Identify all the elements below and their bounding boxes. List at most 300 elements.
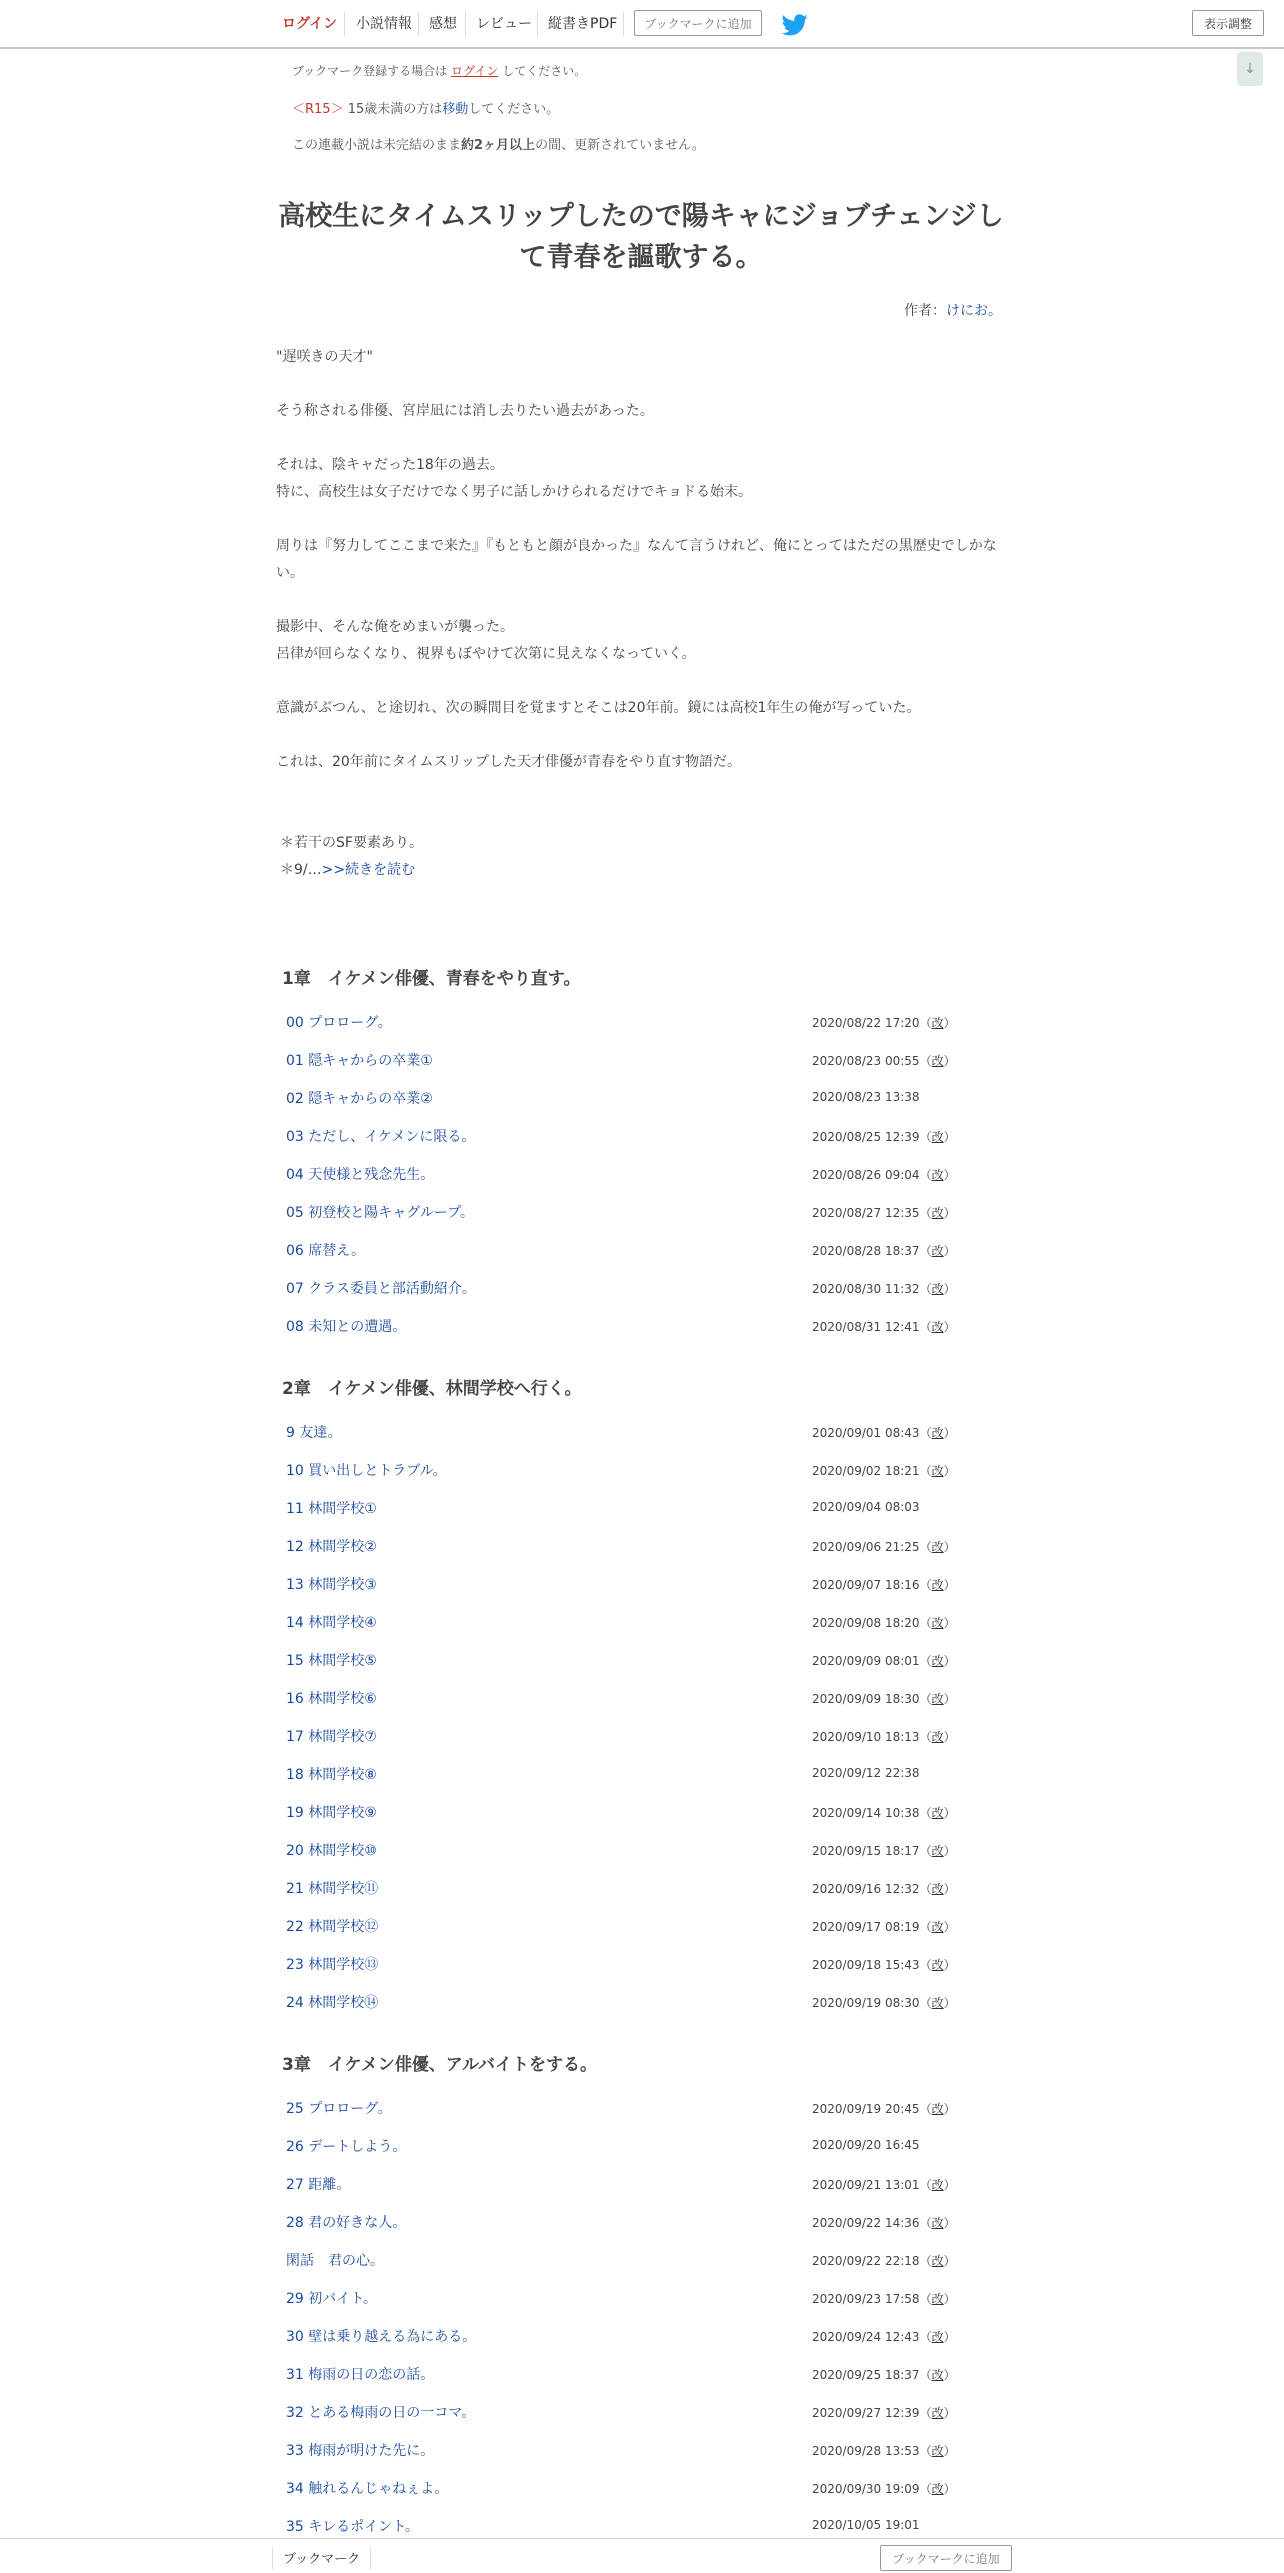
revision-paren: ） [943,1130,956,1144]
episode-link[interactable]: 26 デートしよう。 [286,2139,407,2155]
revision-paren: ） [943,2216,956,2230]
novel-info-link[interactable]: 小説情報 [356,16,412,32]
revision-paren: （ [919,1996,932,2010]
episode-link[interactable]: 22 林間学校⑫ [286,1919,379,1935]
episode-date [812,1766,920,1780]
episode-link[interactable]: 19 林間学校⑨ [286,1805,377,1821]
revision-paren: （ [919,2254,932,2268]
episode-date [812,1204,956,1221]
synopsis-text: ＊若干のSF要素あり。 [280,835,423,851]
revision-link[interactable]: 改 [931,2444,944,2458]
episode-date-text: 2020/08/31 12:41 [812,1320,920,1334]
revision-paren: （ [919,2102,932,2116]
revision-link[interactable]: 改 [931,1692,944,1706]
episode-row [286,1650,1006,1676]
synopsis-blank-line [276,722,1006,749]
revision-link[interactable]: 改 [931,1206,944,1220]
episode-link[interactable]: 28 君の好きな人。 [286,2215,407,2231]
revision-paren: （ [919,2368,932,2382]
revision-paren: （ [919,2406,932,2420]
episode-link[interactable]: 07 クラス委員と部活動紹介。 [286,1281,476,1297]
episode-row [286,1764,1006,1790]
revision-link[interactable]: 改 [931,1844,944,1858]
episode-link[interactable]: 20 林間学校⑩ [286,1843,377,1859]
episode-date-text: 2020/09/04 08:03 [812,1500,920,1514]
revision-paren: ） [943,1464,956,1478]
episode-link[interactable]: 16 林間学校⑥ [286,1691,377,1707]
revision-paren: ） [943,2368,956,2382]
notice-text: 15歳未満の方は [347,102,443,117]
episode-date [812,1880,956,1897]
episode-date [812,1576,956,1593]
revision-paren: （ [919,1540,932,1554]
synopsis-text: 特に、高校生は女子だけでなく男子に話しかけられるだけでキョドる始末。 [276,484,752,500]
episode-date [812,1014,956,1031]
revision-paren: （ [919,2216,932,2230]
revision-link[interactable]: 改 [931,1958,944,1972]
revision-link[interactable]: 改 [931,1616,944,1630]
episode-date-text: 2020/09/17 08:19 [812,1920,920,1934]
episode-date-text: 2020/09/15 18:17 [812,1844,920,1858]
revision-paren: （ [919,2444,932,2458]
episode-link[interactable]: 18 林間学校⑧ [286,1767,377,1783]
stale-serial-notice [292,134,705,153]
revision-paren: （ [919,1806,932,1820]
episode-row [286,1688,1006,1714]
synopsis-blank-line [276,776,1006,803]
revision-paren: ） [943,1016,956,1030]
episode-date-text: 2020/09/19 20:45 [812,2102,920,2116]
episode-link[interactable]: 10 買い出しとトラブル。 [286,1463,447,1479]
add-bookmark-button[interactable]: ブックマークに追加 [634,10,762,36]
synopsis-blank-line [276,425,1006,452]
synopsis-blank-line [276,668,1006,695]
chapter-title: 1章 イケメン俳優、青春をやり直す。 [282,969,581,989]
episode-date-text: 2020/09/30 19:09 [812,2482,920,2496]
episode-row [286,2098,1006,2124]
revision-paren: （ [919,1054,932,1068]
revision-paren: ） [943,2406,956,2420]
synopsis-text: 撮影中、そんな俺をめまいが襲った。 [276,619,514,635]
review-link[interactable]: レビュー [476,16,532,32]
revision-link[interactable]: 改 [931,1320,944,1334]
author-line [600,300,1002,320]
episode-row [286,1126,1006,1152]
revision-paren: ） [943,2330,956,2344]
synopsis-line [276,452,1006,479]
revision-link[interactable]: 改 [931,2216,944,2230]
episode-date-text: 2020/08/23 13:38 [812,1090,920,1104]
episode-date [812,2252,956,2269]
episode-date [812,1918,956,1935]
revision-paren: ） [943,2102,956,2116]
episode-date [812,2480,956,2497]
episode-date [812,1842,956,1859]
revision-paren: （ [919,1426,932,1440]
episode-date-text: 2020/09/07 18:16 [812,1578,920,1592]
episode-date-text: 2020/08/25 12:39 [812,1130,920,1144]
revision-paren: ） [943,1882,956,1896]
synopsis-text: 周りは『努力してここまで来た』『もともと顔が良かった』なんて言うけれど、俺にとってはただの黒歴史でしかない。 [276,538,997,581]
episode-link[interactable]: 03 ただし、イケメンに限る。 [286,1129,476,1145]
episode-link[interactable]: 12 林間学校② [286,1539,377,1555]
nav-divider [465,12,466,36]
revision-link[interactable]: 改 [931,1882,944,1896]
revision-paren: （ [919,1920,932,1934]
episode-row [286,2478,1006,2504]
episode-date [812,1242,956,1259]
episode-row [286,2250,1006,2276]
revision-link[interactable]: 改 [931,1540,944,1554]
synopsis-text: それは、陰キャだった18年の過去。 [276,457,504,473]
novel-title: 高校生にタイムスリップしたので陽キャにジョブチェンジして青春を謳歌する。 [278,201,1004,273]
synopsis-text: そう称される俳優、宮岸凪には消し去りたい過去があった。 [276,403,654,419]
episode-date [812,2290,956,2307]
revision-paren: （ [919,1578,932,1592]
episode-date [812,1166,956,1183]
episode-date [812,1280,956,1297]
revision-paren: ） [943,2254,956,2268]
revision-paren: （ [919,1882,932,1896]
episode-date [812,2366,956,2383]
revision-link[interactable]: 改 [931,1282,944,1296]
revision-link[interactable]: 改 [931,2178,944,2192]
revision-paren: ） [943,1578,956,1592]
synopsis-text: 呂律が回らなくなり、視界もぼやけて次第に見えなくなっていく。 [276,646,696,662]
episode-row [286,1316,1006,1342]
episode-date [812,1728,956,1745]
revision-paren: ） [943,1244,956,1258]
episode-date [812,2214,956,2231]
revision-link[interactable]: 改 [931,2102,944,2116]
revision-paren: （ [919,1654,932,1668]
episode-link[interactable]: 34 触れるんじゃねぇよ。 [286,2481,449,2497]
episode-row [286,2288,1006,2314]
episode-date [812,2328,956,2345]
episode-row [286,2136,1006,2162]
author-link[interactable]: けにお。 [946,303,1002,319]
synopsis-blank-line [276,506,1006,533]
episode-row [286,1878,1006,1904]
revision-paren: ） [943,1920,956,1934]
episode-date-text: 2020/09/14 10:38 [812,1806,920,1820]
revision-paren: ） [943,1958,956,1972]
episode-date [812,1690,956,1707]
scroll-down-button[interactable]: ↓ [1237,52,1263,86]
episode-date-text: 2020/09/27 12:39 [812,2406,920,2420]
revision-paren: （ [919,1282,932,1296]
episode-date [812,1090,920,1104]
display-settings-button[interactable]: 表示調整 [1192,10,1264,36]
episode-date [812,1128,956,1145]
revision-link[interactable]: 改 [931,2368,944,2382]
episode-date-text: 2020/08/26 09:04 [812,1168,920,1182]
revision-link[interactable]: 改 [931,1054,944,1068]
synopsis-text: "遅咲きの天才" [276,349,373,365]
synopsis-line [276,695,1006,722]
twitter-icon[interactable] [782,14,808,36]
episode-date [812,1538,956,1555]
revision-paren: （ [919,2178,932,2192]
episode-date [812,2176,956,2193]
episode-date-text: 2020/09/21 13:01 [812,2178,920,2192]
episode-row [286,1498,1006,1524]
revision-paren: （ [919,1016,932,1030]
notice-text: の間、更新されていません。 [535,138,705,153]
episode-row [286,1460,1006,1486]
episode-link[interactable]: 25 プロローグ。 [286,2101,392,2117]
synopsis-text: 意識がぶつん、と途切れ、次の瞬間目を覚ますとそこは20年前。鏡には高校1年生の俺が写っていた。 [276,700,921,716]
episode-date-text: 2020/09/19 08:30 [812,1996,920,2010]
episode-date [812,1956,956,1973]
r15-move-link[interactable]: 移動 [442,102,469,117]
chapter-title: 3章 イケメン俳優、アルバイトをする。 [282,2055,597,2075]
episode-date [812,2442,956,2459]
episode-date-text: 2020/09/22 14:36 [812,2216,920,2230]
episode-row [286,1240,1006,1266]
episode-link[interactable]: 31 梅雨の日の恋の話。 [286,2367,435,2383]
episode-date-text: 2020/08/30 11:32 [812,1282,920,1296]
episode-date-text: 2020/09/02 18:21 [812,1464,920,1478]
read-more-link[interactable]: >>続きを読む [321,862,416,878]
r15-notice [292,98,559,117]
synopsis-line [276,614,1006,641]
revision-link[interactable]: 改 [931,1730,944,1744]
episode-row [286,1536,1006,1562]
episode-date-text: 2020/09/09 08:01 [812,1654,920,1668]
episode-link[interactable]: 05 初登校と陽キャグループ。 [286,1205,475,1221]
synopsis [276,344,1006,884]
revision-link[interactable]: 改 [931,1920,944,1934]
episode-row [286,1954,1006,1980]
bottom-bar [0,2538,1284,2569]
revision-link[interactable]: 改 [931,1016,944,1030]
revision-paren: ） [943,2178,956,2192]
episode-date [812,1994,956,2011]
episode-link[interactable]: 21 林間学校⑪ [286,1881,379,1897]
synopsis-line [276,857,1006,884]
episode-date-text: 2020/09/12 22:38 [812,1766,920,1780]
episode-row [286,1088,1006,1114]
episode-date-text: 2020/09/22 22:18 [812,2254,920,2268]
episode-date-text: 2020/08/22 17:20 [812,1016,920,1030]
revision-paren: （ [919,1692,932,1706]
episode-date-text: 2020/08/23 00:55 [812,1054,920,1068]
notice-text: してください。 [502,64,587,78]
revision-link[interactable]: 改 [931,1996,944,2010]
episode-date [812,2518,920,2532]
revision-paren: （ [919,2330,932,2344]
episode-row [286,1574,1006,1600]
revision-link[interactable]: 改 [931,1426,944,1440]
episode-link[interactable]: 14 林間学校④ [286,1615,377,1631]
bookmark-login-notice [292,62,586,79]
episode-link[interactable]: 23 林間学校⑬ [286,1957,379,1973]
episode-row [286,2174,1006,2200]
impressions-link[interactable]: 感想 [429,16,457,32]
episode-date [812,2138,920,2152]
episode-row [286,1916,1006,1942]
episode-link[interactable]: 01 隠キャからの卒業① [286,1053,433,1069]
synopsis-line [276,533,1006,587]
episode-date-text: 2020/09/01 08:43 [812,1426,920,1440]
revision-paren: （ [919,1320,932,1334]
episode-link[interactable]: 29 初バイト。 [286,2291,378,2307]
episode-row [286,1050,1006,1076]
episode-link[interactable]: 11 林間学校① [286,1501,377,1517]
synopsis-line [276,749,1006,776]
notice-login-link[interactable]: ログイン [451,64,499,78]
revision-link[interactable]: 改 [931,2254,944,2268]
episode-link[interactable]: 33 梅雨が明けた先に。 [286,2443,435,2459]
episode-date-text: 2020/09/16 12:32 [812,1882,920,1896]
notice-bold: 約2ヶ月以上 [461,138,536,153]
revision-paren: ） [943,1692,956,1706]
episode-row [286,2326,1006,2352]
episode-row [286,1202,1006,1228]
revision-paren: ） [943,1320,956,1334]
bookmark-link[interactable]: ブックマーク [272,2547,371,2569]
episode-link[interactable]: 閑話 君の心。 [286,2253,384,2269]
revision-link[interactable]: 改 [931,1244,944,1258]
episode-date-text: 2020/09/28 13:53 [812,2444,920,2458]
episode-date-text: 2020/09/08 18:20 [812,1616,920,1630]
episode-date [812,1652,956,1669]
episode-date [812,1614,956,1631]
author-label: 作者： [904,303,946,319]
episode-link[interactable]: 35 キレるポイント。 [286,2519,419,2535]
nav-divider [623,12,624,36]
episode-date [812,1052,956,1069]
revision-paren: ） [943,1206,956,1220]
revision-paren: （ [919,1616,932,1630]
revision-paren: （ [919,2482,932,2496]
revision-paren: ） [943,1168,956,1182]
login-link[interactable]: ログイン [282,16,338,32]
episode-row [286,1840,1006,1866]
episode-link[interactable]: 27 距離。 [286,2177,351,2193]
episode-date [812,1424,956,1441]
episode-date [812,2404,956,2421]
episode-row [286,1802,1006,1828]
revision-paren: （ [919,1130,932,1144]
revision-paren: ） [943,1844,956,1858]
top-navigation-bar [0,0,1284,49]
revision-link[interactable]: 改 [931,2292,944,2306]
episode-link[interactable]: 04 天使様と残念先生。 [286,1167,435,1183]
revision-paren: （ [919,2292,932,2306]
episode-row [286,2440,1006,2466]
episode-link[interactable]: 06 席替え。 [286,1243,366,1259]
episode-date [812,1500,920,1514]
episode-date-text: 2020/08/27 12:35 [812,1206,920,1220]
revision-link[interactable]: 改 [931,1130,944,1144]
episode-row [286,2402,1006,2428]
revision-link[interactable]: 改 [931,2406,944,2420]
revision-paren: （ [919,1464,932,1478]
revision-paren: ） [943,2444,956,2458]
episode-link[interactable]: 00 プロローグ。 [286,1015,392,1031]
episode-link[interactable]: 15 林間学校⑤ [286,1653,377,1669]
episode-date [812,1318,956,1335]
revision-paren: （ [919,1844,932,1858]
r15-tag: ＜R15＞ [292,102,344,117]
revision-paren: （ [919,1730,932,1744]
episode-row [286,2212,1006,2238]
synopsis-blank-line [276,371,1006,398]
revision-paren: ） [943,1426,956,1440]
synopsis-line [276,344,1006,371]
episode-date-text: 2020/09/10 18:13 [812,1730,920,1744]
revision-paren: ） [943,1616,956,1630]
revision-link[interactable]: 改 [931,1578,944,1592]
revision-link[interactable]: 改 [931,1464,944,1478]
revision-paren: （ [919,1244,932,1258]
notice-text: してください。 [468,102,560,117]
revision-link[interactable]: 改 [931,2330,944,2344]
chapter-title: 2章 イケメン俳優、林間学校へ行く。 [282,1379,582,1399]
episode-link[interactable]: 24 林間学校⑭ [286,1995,379,2011]
episode-link[interactable]: 13 林間学校③ [286,1577,377,1593]
episode-date-text: 2020/09/23 17:58 [812,2292,920,2306]
nav-divider [344,12,345,36]
revision-paren: （ [919,1168,932,1182]
add-bookmark-button-bottom[interactable]: ブックマークに追加 [880,2545,1012,2571]
episode-row [286,1992,1006,2018]
episode-link[interactable]: 08 未知との遭遇。 [286,1319,407,1335]
revision-link[interactable]: 改 [931,2482,944,2496]
revision-paren: ） [943,2482,956,2496]
episode-date [812,2100,956,2117]
revision-paren: ） [943,1282,956,1296]
episode-link[interactable]: 9 友達。 [286,1425,342,1441]
episode-date-text: 2020/09/09 18:30 [812,1692,920,1706]
episode-link[interactable]: 32 とある梅雨の日の一コマ。 [286,2405,476,2421]
revision-link[interactable]: 改 [931,1654,944,1668]
synopsis-line [276,479,1006,506]
episode-row [286,1726,1006,1752]
episode-date-text: 2020/08/28 18:37 [812,1244,920,1258]
episode-date [812,1462,956,1479]
episode-row [286,1422,1006,1448]
episode-date-text: 2020/09/25 18:37 [812,2368,920,2382]
synopsis-blank-line [276,587,1006,614]
episode-row [286,1612,1006,1638]
episode-date-text: 2020/10/05 19:01 [812,2518,920,2532]
revision-paren: （ [919,1958,932,1972]
episode-link[interactable]: 02 隠キャからの卒業② [286,1091,433,1107]
episode-row [286,1278,1006,1304]
episode-date [812,1804,956,1821]
episode-link[interactable]: 17 林間学校⑦ [286,1729,377,1745]
episode-row [286,1012,1006,1038]
synopsis-blank-line [276,803,1006,830]
synopsis-text: ＊9/… [280,862,322,878]
revision-paren: ） [943,1054,956,1068]
synopsis-line [276,830,1006,857]
revision-paren: （ [919,1206,932,1220]
revision-link[interactable]: 改 [931,1168,944,1182]
revision-paren: ） [943,1540,956,1554]
revision-paren: ） [943,1654,956,1668]
synopsis-line [276,398,1006,425]
notice-text: この連載小説は未完結のまま [292,138,462,153]
revision-paren: ） [943,1806,956,1820]
episode-link[interactable]: 30 壁は乗り越える為にある。 [286,2329,477,2345]
revision-link[interactable]: 改 [931,1806,944,1820]
notice-text: ブックマーク登録する場合は [292,64,448,78]
vertical-pdf-link[interactable]: 縦書きPDF [548,16,618,32]
